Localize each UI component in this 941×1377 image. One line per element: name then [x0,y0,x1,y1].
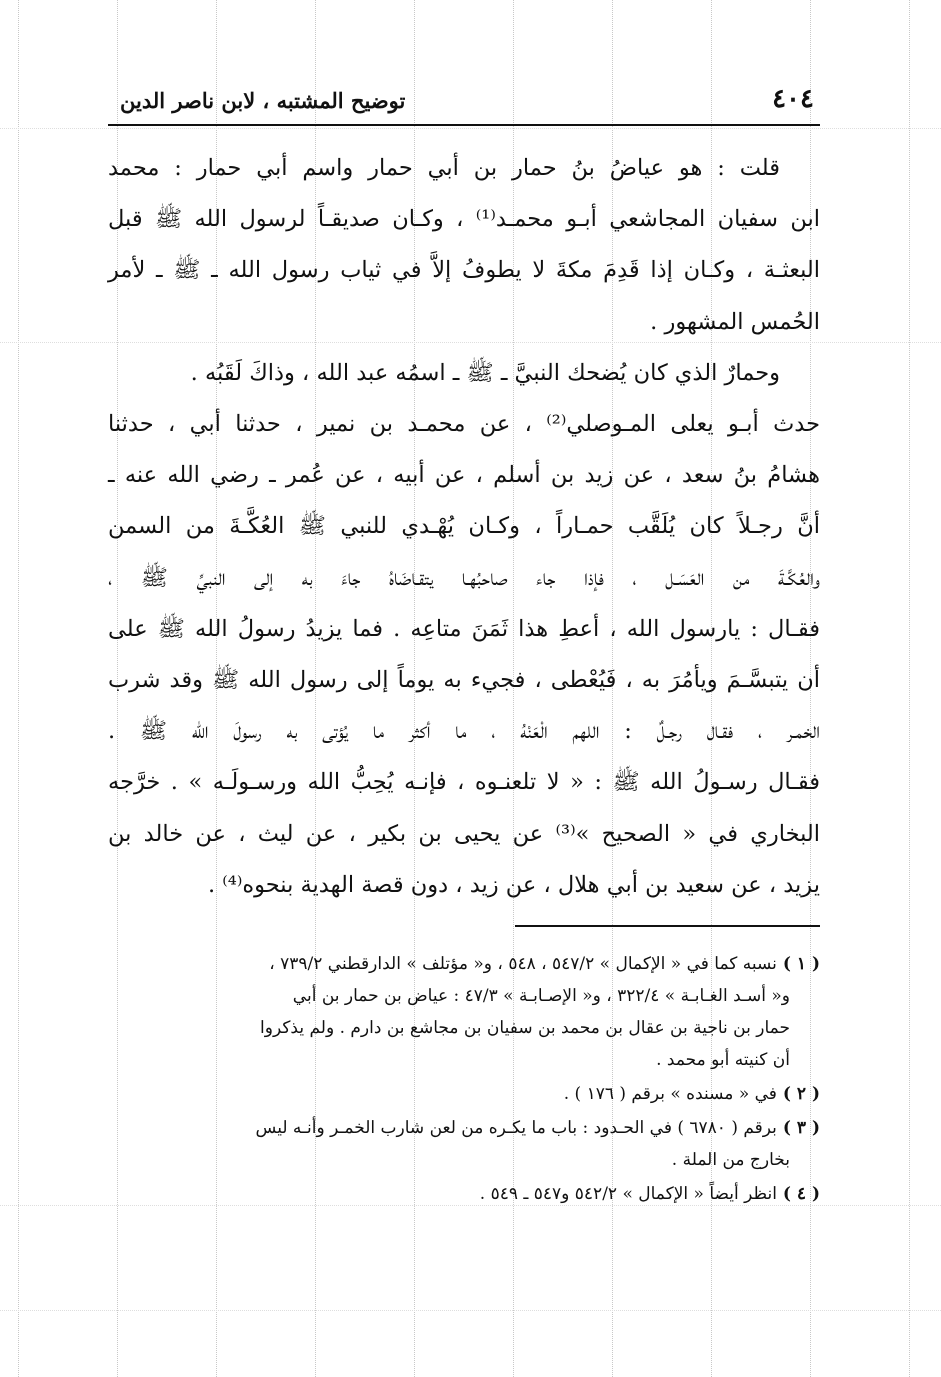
footnote-number: ( ٢ ) [782,1084,820,1104]
footnote-4 [108,1178,820,1210]
text-line: هشامُ بنُ سعد ، عن زيد بن أسلم ، عن أبيه ، عن عُمر ـ رضي الله عنه ـ [108,462,820,489]
footnote-line: في « مسنده » برقم ( ١٧٦ ) . [563,1084,777,1104]
guide-line [0,1310,941,1311]
text-line: أنَّ رجـلاً كان يُلَقَّب حمـاراً ، وكـان يُهْـدي للنبي ﷺ العُكَّـةَ من السمن [108,513,820,540]
text-line: الخمـر ، فقـال رجـلٌ : اللهم الْعَنْهُ ، ما أكثر ما يُؤتى به رسولَ الله ﷺ . [108,718,820,745]
text-line: ابن سفيان المجاشعي أبـو محمـد⁽¹⁾ ، وكـان صديقـاً لرسول الله ﷺ قبل [108,206,820,233]
footnote-line: نسبه كما في « الإكمال » ٥٤٧/٢ ، ٥٤٨ ، و« مؤتلف » الدارقطني ٧٣٩/٢ ، [269,954,777,974]
text-line: فقـال : يارسول الله ، أعطِ هذا ثَمَنَ متاعِه . فما يزيدُ رسولُ الله ﷺ على [108,615,820,642]
footnote-line: انظر أيضاً « الإكمال » ٥٤٢/٢ و٥٤٧ ـ ٥٤٩ . [479,1184,777,1204]
page-number: ٤٠٤ [772,84,814,114]
text-line: يزيد ، عن سعيد بن أبي هلال ، عن زيد ، دون قصة الهدية بنحوه⁽⁴⁾ . [207,871,820,898]
footnote-1 [108,948,820,1076]
guide-line [0,128,941,129]
page-header [108,84,820,126]
text-line: حدث أبـو يعلى المـوصلي⁽²⁾ ، عن محمـد بن نمير ، حدثنا أبي ، حدثنا [108,411,820,438]
guide-line [18,0,19,1377]
text-line: البعثـة ، وكـان إذا قَدِمَ مكةَ لا يطوفُ إلاَّ في ثياب رسول الله ـ ﷺ ـ لأمر [108,257,820,284]
text-line: الحُمس المشهور . [650,308,820,335]
footnote-2 [108,1078,820,1110]
footnote-number: ( ١ ) [782,954,820,974]
footnote-line: برقم ( ٦٧٨٠ ) في الحـدود : باب ما يكـره من لعن شارب الخمـر وأنـه ليس [255,1118,777,1138]
footnote-line: أن كنيته أبو محمد . [656,1050,790,1070]
text-line: البخاري في « الصحيح »⁽³⁾ عن يحيى بن بكير ، عن ليث ، عن خالد بن [108,820,820,847]
text-line: فقـال رسـولُ الله ﷺ : « لا تلعنـوه ، فإنـه يُحِبُّ الله ورسـولَـه » . خرَّجه [108,769,821,796]
footnote-line: و« أسـد الغـابـة » ٣٢٢/٤ ، و« الإصـابـة » ٤٧/٣ : عياض بن حمار بن أبي [292,986,790,1006]
paragraph [108,348,820,911]
footnote-separator [515,925,820,927]
guide-line [909,0,910,1377]
footnote-number: ( ٣ ) [782,1118,820,1138]
paragraph [108,143,820,348]
text-line: والعُكَّـةَ من العَسَـل ، فإذا جاء صاحبُهـا يتقـاضَاهُ جاءَ به إلى النبيِّ ﷺ ، [108,564,820,591]
footnotes [108,948,820,1212]
main-text [108,143,820,911]
text-line: قلت : هو عياضُ بنُ حمار بن أبي حمار واسم أبي حمار : محمد [108,155,780,181]
text-line: وحمارٌ الذي كان يُضحك النبيَّ ـ ﷺ ـ اسمُه عبد الله ، وذاكَ لَقَبُه . [190,359,780,386]
footnote-line: حمار بن ناجية بن عقال بن محمد بن سفيان بن مجاشع بن دارم . ولم يذكروا [260,1018,790,1038]
running-title: توضيح المشتبه ، لابن ناصر الدين [120,88,406,113]
footnote-3 [108,1112,820,1176]
footnote-number: ( ٤ ) [782,1184,820,1204]
text-line: أن يتبسَّـمَ ويأمُرَ به ، فَيُعْطى ، فجيء به يوماً إلى رسول الله ﷺ وقد شرب [108,667,820,694]
footnote-line: بخارج من الملة . [671,1150,790,1170]
